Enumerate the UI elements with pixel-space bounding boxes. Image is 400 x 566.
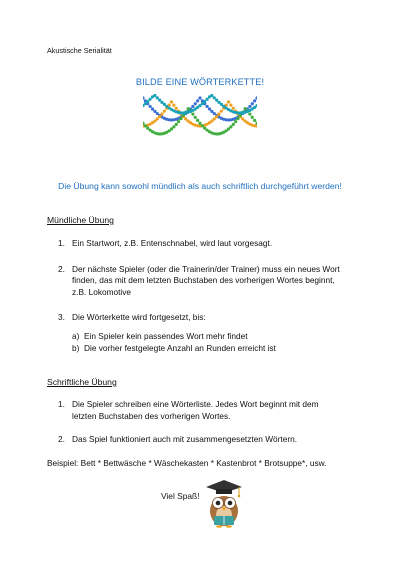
- bead: [143, 96, 145, 99]
- bead: [203, 100, 206, 103]
- bead: [253, 99, 256, 102]
- document-header: Akustische Serialität: [47, 46, 112, 55]
- bead: [229, 104, 232, 107]
- bead: [170, 127, 173, 130]
- bead: [220, 110, 223, 113]
- list-item: 3. Die Wörterkette wird fortgesetzt, bis:: [58, 312, 206, 323]
- bead: [146, 100, 149, 103]
- bead: [248, 105, 251, 108]
- sub-list-muendlich: [72, 331, 276, 354]
- bead: [158, 115, 161, 118]
- bead: [210, 110, 213, 113]
- list-item: 2. Der nächste Spieler (oder die Trainerin/der Trainer) muss ein neues Wort finden, das mit dem letzten Buchstaben des vorherigen Wortes beginnt, z.B. Lokomotive: [58, 263, 340, 297]
- document-subtitle: Die Übung kann sowohl mündlich als auch schriftlich durchgeführt werden!: [58, 181, 342, 191]
- bead: [156, 117, 159, 120]
- bead: [175, 107, 178, 110]
- bead: [213, 117, 216, 120]
- bead: [215, 99, 218, 102]
- list-item: 1. Ein Startwort, z.B. Entenschnabel, wird laut vorgesagt.: [58, 238, 273, 248]
- bead: [208, 107, 211, 110]
- section-heading-muendlich: Mündliche Übung: [47, 215, 114, 225]
- bead: [198, 122, 201, 125]
- bead: [201, 102, 204, 105]
- list-item: 1. Die Spieler schreiben eine Wörterliste. Jedes Wort beginnt mit dem letzten Buchstaben des vorherigen Wortes.: [58, 399, 319, 421]
- bead: [149, 98, 152, 101]
- bead: [236, 117, 239, 120]
- bead: [234, 120, 237, 123]
- bead: [206, 98, 209, 101]
- bead: [201, 124, 204, 127]
- bead: [194, 116, 197, 119]
- bead: [227, 127, 230, 130]
- bead: [163, 110, 166, 113]
- bead: [158, 99, 161, 102]
- bead: [232, 107, 235, 110]
- bead: [177, 120, 180, 123]
- bead: [160, 112, 163, 115]
- bead: [144, 102, 147, 105]
- bead: [227, 100, 230, 103]
- bead: [196, 99, 199, 102]
- graduation-owl-icon: [203, 478, 245, 528]
- bead: [175, 123, 178, 126]
- ordered-list-muendlich: [58, 238, 358, 324]
- bead: [172, 125, 175, 128]
- list-item: a) Ein Spieler kein passendes Wort mehr findet: [72, 331, 248, 341]
- bead: [153, 94, 156, 97]
- bead: [206, 105, 209, 108]
- bead: [151, 107, 154, 110]
- list-item: 2. Das Spiel funktioniert auch mit zusammengesetzten Wörtern.: [58, 434, 298, 445]
- bead: [144, 124, 147, 127]
- bead: [232, 123, 235, 126]
- ordered-list-schriftlich: [58, 399, 358, 446]
- bead: [153, 110, 156, 113]
- bead: [198, 96, 201, 99]
- bead: [251, 116, 254, 119]
- bead: [255, 96, 257, 99]
- section-heading-schriftlich: Schriftliche Übung: [47, 377, 117, 387]
- bead: [253, 119, 256, 122]
- bead: [255, 122, 257, 125]
- bead: [248, 112, 251, 115]
- bead: [156, 96, 159, 99]
- example-text: Beispiel: Bett * Bettwäsche * Wäschekasten * Kastenbrot * Brotsuppe*, usw.: [47, 458, 327, 468]
- bead: [179, 117, 182, 120]
- bead: [170, 100, 173, 103]
- bead: [191, 105, 194, 108]
- document-title: BILDE EINE WÖRTERKETTE!: [135, 77, 265, 87]
- bead: [149, 105, 152, 108]
- closing-text: Viel Spaß!: [161, 491, 200, 501]
- bead: [196, 119, 199, 122]
- bead: [143, 122, 145, 125]
- bead: [215, 115, 218, 118]
- bead-garland-image: [143, 92, 257, 150]
- list-item: b) Die vorher festgelegte Anzahl an Runden erreicht ist: [72, 342, 276, 353]
- bead: [191, 112, 194, 115]
- bead: [194, 102, 197, 105]
- bead: [217, 112, 220, 115]
- bead: [210, 94, 213, 97]
- bead: [229, 125, 232, 128]
- bead: [251, 102, 254, 105]
- bead: [172, 104, 175, 107]
- bead: [213, 96, 216, 99]
